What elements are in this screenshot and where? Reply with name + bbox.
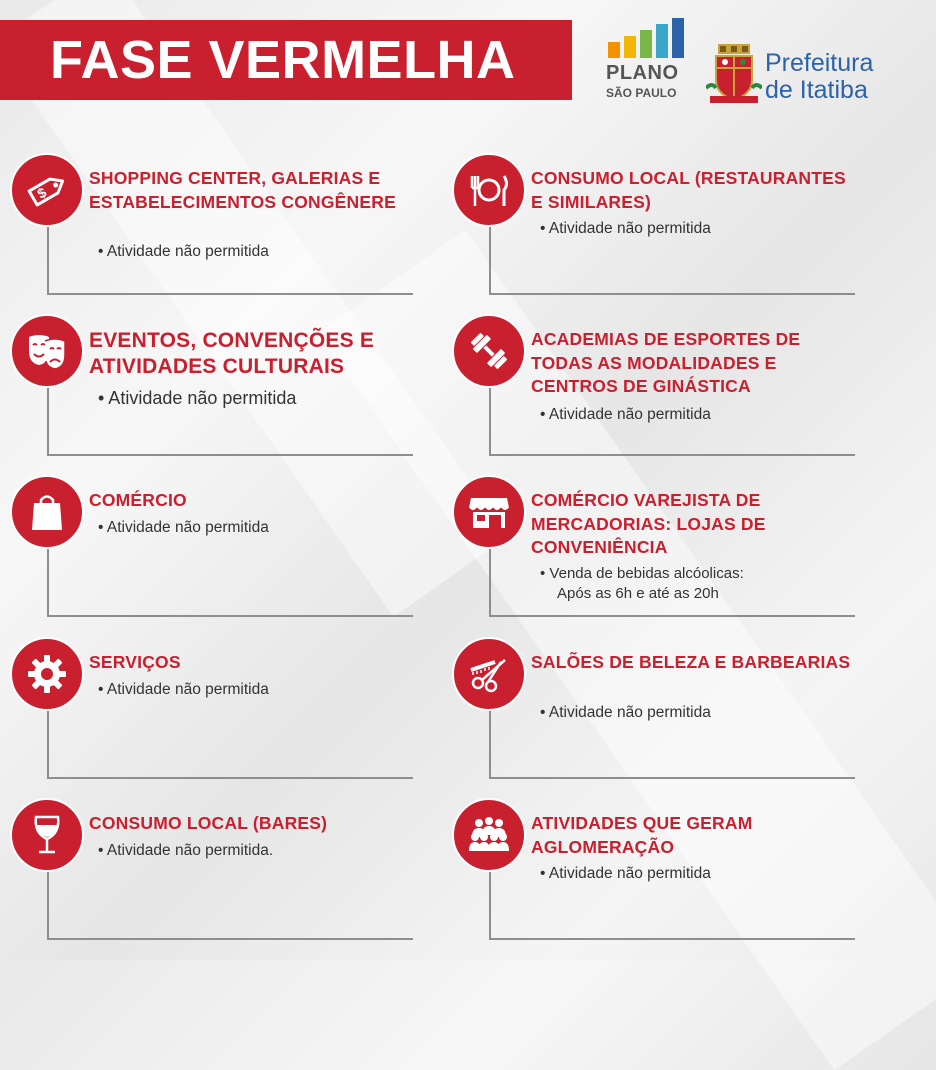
dumbbell-icon	[452, 314, 526, 388]
divider-horizontal	[489, 938, 855, 940]
activity-status: • Atividade não permitida.	[98, 842, 274, 859]
activity-title: ACADEMIAS DE ESPORTES DE TODAS AS MODALIDADES E CENTROS DE GINÁSTICA	[531, 329, 801, 396]
activity-title: ATIVIDADES QUE GERAM AGLOMERAÇÃO	[531, 813, 753, 857]
crowd-icon	[452, 798, 526, 872]
activity-item-conveniencia	[442, 475, 862, 625]
shopping-bag-icon	[10, 475, 84, 549]
city-crest-icon	[706, 44, 762, 104]
activity-title: CONSUMO LOCAL (RESTAURANTES E SIMILARES)	[531, 168, 846, 212]
plano-logo-line2: SÃO PAULO	[606, 86, 677, 100]
activity-title: CONSUMO LOCAL (BARES)	[89, 813, 328, 833]
storefront-icon	[452, 475, 526, 549]
plano-sao-paulo-logo	[606, 18, 692, 98]
activity-status: • Venda de bebidas alcóolicas:	[540, 565, 744, 582]
prefeitura-line1: Prefeitura	[765, 49, 874, 77]
activity-status: • Atividade não permitida	[98, 388, 297, 408]
bar-chart-logo-icon	[608, 18, 692, 58]
activity-item-shopping	[0, 153, 420, 303]
activity-status: • Atividade não permitida	[98, 681, 269, 698]
divider-horizontal	[47, 615, 413, 617]
activity-status: • Atividade não permitida	[540, 704, 711, 721]
prefeitura-line2: de Itatiba	[765, 76, 868, 104]
divider-horizontal	[47, 938, 413, 940]
page-title: FASE VERMELHA	[50, 30, 516, 90]
price-tag-icon	[10, 153, 84, 227]
divider-horizontal	[47, 293, 413, 295]
activity-title: EVENTOS, CONVENÇÕES E ATIVIDADES CULTURAIS	[89, 329, 375, 378]
divider-horizontal	[47, 777, 413, 779]
activity-status: • Atividade não permitida	[540, 406, 711, 423]
divider-horizontal	[47, 454, 413, 456]
activity-item-bares	[0, 798, 420, 948]
activity-item-aglomeracao	[442, 798, 862, 948]
prefeitura-logo-text	[765, 50, 873, 104]
activity-status: • Atividade não permitida	[540, 865, 711, 882]
activity-item-restaurantes	[442, 153, 862, 303]
scissors-comb-icon	[452, 637, 526, 711]
divider-horizontal	[489, 777, 855, 779]
activity-status: • Atividade não permitida	[98, 243, 269, 260]
plate-cutlery-icon	[452, 153, 526, 227]
divider-horizontal	[489, 293, 855, 295]
activity-title: COMÉRCIO	[89, 490, 187, 510]
activity-status-detail: Após as 6h e até as 20h	[557, 585, 719, 602]
plano-logo-line1: PLANO	[606, 62, 679, 84]
activity-item-eventos	[0, 314, 420, 464]
activity-title: COMÉRCIO VAREJISTA DE MERCADORIAS: LOJAS DE CONVENIÊNCIA	[531, 490, 766, 557]
activity-item-saloes	[442, 637, 862, 787]
theater-masks-icon	[10, 314, 84, 388]
header-banner	[0, 20, 572, 100]
activity-title: SERVIÇOS	[89, 652, 181, 672]
activity-status: • Atividade não permitida	[540, 220, 711, 237]
gear-icon	[10, 637, 84, 711]
activity-title: SHOPPING CENTER, GALERIAS E ESTABELECIMENTOS CONGÊNERE	[89, 168, 396, 212]
svg-text:$: $	[34, 184, 50, 202]
activity-status: • Atividade não permitida	[98, 519, 269, 536]
activity-title: SALÕES DE BELEZA E BARBEARIAS	[531, 652, 851, 672]
activity-item-comercio	[0, 475, 420, 625]
divider-horizontal	[489, 615, 855, 617]
activity-item-servicos	[0, 637, 420, 787]
divider-horizontal	[489, 454, 855, 456]
activity-item-academias	[442, 314, 862, 464]
wine-glass-icon	[10, 798, 84, 872]
